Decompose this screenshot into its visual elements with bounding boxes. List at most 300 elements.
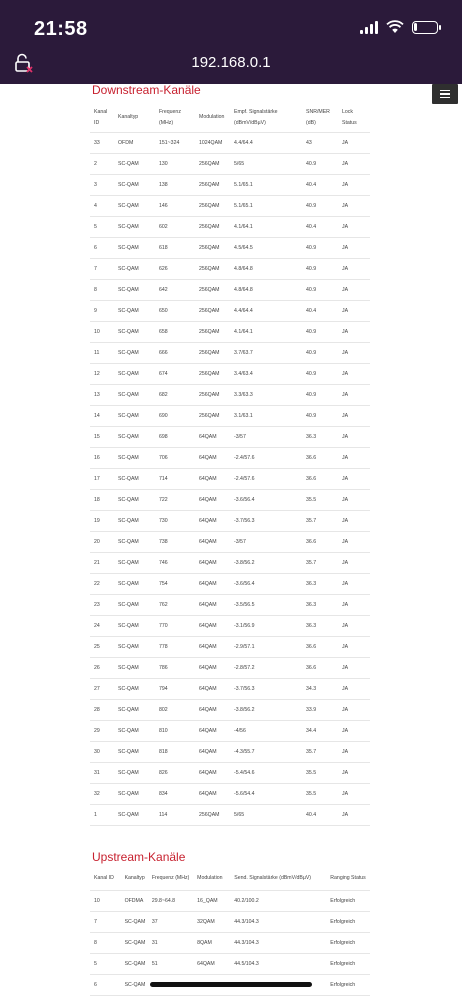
downstream-cell: JA [342,433,349,440]
downstream-cell: 642 [159,286,168,293]
downstream-cell: 40.9 [306,412,317,419]
downstream-cell: 15 [94,433,100,440]
upstream-cell: 8 [94,939,97,946]
downstream-cell: 778 [159,643,168,650]
downstream-cell: JA [342,412,349,419]
upstream-cell: Erfolgreich [330,981,356,988]
header-line: (dB) [306,119,316,126]
downstream-cell: SC-QAM [118,475,139,482]
downstream-cell: 256QAM [199,328,220,335]
upstream-cell: Erfolgreich [330,960,356,967]
downstream-column-header [155,104,195,132]
upstream-table-row [90,932,370,953]
downstream-cell: 810 [159,727,168,734]
status-and-address-bar [0,0,462,84]
downstream-table-row [90,594,370,615]
downstream-cell: 64QAM [199,496,217,503]
downstream-cell: 4 [94,202,97,209]
menu-bar [440,93,450,95]
downstream-cell: 4.5/64.5 [234,244,253,251]
upstream-table-row [90,890,370,911]
downstream-cell: 9 [94,307,97,314]
downstream-table-row [90,447,370,468]
downstream-cell: 256QAM [199,160,220,167]
downstream-cell: SC-QAM [118,349,139,356]
downstream-cell: 36.6 [306,475,317,482]
downstream-cell: 4.1/64.1 [234,223,253,230]
downstream-cell: 256QAM [199,811,220,818]
downstream-cell: 746 [159,559,168,566]
upstream-table-row [90,911,370,932]
downstream-cell: 762 [159,601,168,608]
downstream-cell: JA [342,517,349,524]
downstream-cell: 3.3/63.3 [234,391,253,398]
downstream-cell: 64QAM [199,475,217,482]
header-line: (MHz) [159,119,174,126]
downstream-cell: SC-QAM [118,391,139,398]
downstream-cell: 114 [159,811,168,818]
downstream-cell: 14 [94,412,100,419]
downstream-table-row [90,174,370,195]
downstream-table-row [90,279,370,300]
downstream-cell: 64QAM [199,538,217,545]
downstream-cell: SC-QAM [118,286,139,293]
battery-fill [414,23,417,31]
downstream-cell: JA [342,328,349,335]
upstream-cell: 5 [94,960,97,967]
downstream-cell: 256QAM [199,370,220,377]
upstream-cell: 29.8~64.8 [151,897,176,904]
downstream-cell: JA [342,139,349,146]
downstream-cell: 151~324 [159,139,180,146]
downstream-cell: 35.5 [306,790,317,797]
downstream-cell: SC-QAM [118,202,139,209]
downstream-cell: 146 [159,202,168,209]
downstream-cell: 4.8/64.8 [234,286,253,293]
downstream-cell: -3.6/56.4 [234,580,255,587]
downstream-cell: 40.4 [306,223,317,230]
downstream-cell: 12 [94,370,100,377]
downstream-cell: SC-QAM [118,706,139,713]
downstream-cell: -3.8/56.2 [234,706,255,713]
downstream-cell: 754 [159,580,168,587]
downstream-cell: 29 [94,727,100,734]
upstream-column-header: Kanaltyp [124,874,145,881]
downstream-cell: JA [342,370,349,377]
downstream-cell: SC-QAM [118,454,139,461]
downstream-cell: 64QAM [199,706,217,713]
downstream-cell: 40.9 [306,160,317,167]
downstream-cell: 35.7 [306,559,317,566]
downstream-cell: SC-QAM [118,517,139,524]
downstream-cell: 40.9 [306,328,317,335]
downstream-cell: 1 [94,811,97,818]
header-line: Modulation [199,114,225,121]
downstream-column-header [90,104,114,132]
downstream-cell: SC-QAM [118,244,139,251]
header-line: Status [342,119,357,126]
downstream-cell: 4.8/64.8 [234,265,253,272]
downstream-cell: 40.4 [306,181,317,188]
upstream-cell: 10 [94,897,100,904]
upstream-cell: SC-QAM [124,981,146,988]
upstream-cell: 44.5/104.3 [234,960,259,967]
downstream-cell: 256QAM [199,349,220,356]
downstream-cell: JA [342,748,349,755]
downstream-cell: JA [342,454,349,461]
upstream-cell: 44.3/104.3 [234,939,259,946]
downstream-cell: 650 [159,307,168,314]
downstream-cell: SC-QAM [118,769,139,776]
downstream-cell: SC-QAM [118,181,139,188]
downstream-cell: -5.6/54.4 [234,790,255,797]
downstream-cell: SC-QAM [118,433,139,440]
downstream-cell: 618 [159,244,168,251]
downstream-cell: 40.9 [306,391,317,398]
downstream-cell: -4/56 [234,727,246,734]
downstream-column-header [302,104,338,132]
downstream-column-header [230,104,302,132]
downstream-table-row [90,384,370,405]
upstream-column-header: Ranging Status [330,874,366,881]
downstream-cell: 6 [94,244,97,251]
downstream-cell: 64QAM [199,517,217,524]
downstream-cell: 36.6 [306,643,317,650]
downstream-cell: 36.3 [306,433,317,440]
downstream-cell: 64QAM [199,622,217,629]
downstream-table-row [90,237,370,258]
downstream-cell: 64QAM [199,454,217,461]
downstream-cell: 35.7 [306,517,317,524]
downstream-table-row [90,615,370,636]
downstream-cell: -3.8/56.2 [234,559,255,566]
downstream-cell: 826 [159,769,168,776]
downstream-cell: -5.4/54.6 [234,769,255,776]
downstream-cell: SC-QAM [118,685,139,692]
downstream-cell: SC-QAM [118,538,139,545]
downstream-table-row [90,195,370,216]
downstream-cell: 10 [94,328,100,335]
downstream-cell: 36.3 [306,601,317,608]
header-line: Empf. Signalstärke [234,108,278,115]
downstream-cell: -2.4/57.6 [234,475,255,482]
downstream-cell: 4.4/64.4 [234,139,253,146]
downstream-cell: 35.5 [306,769,317,776]
address-bar-url[interactable]: 192.168.0.1 [191,54,271,71]
downstream-cell: SC-QAM [118,412,139,419]
downstream-cell: SC-QAM [118,748,139,755]
downstream-cell: JA [342,496,349,503]
downstream-cell: 64QAM [199,769,217,776]
downstream-cell: SC-QAM [118,601,139,608]
downstream-table-row [90,489,370,510]
downstream-cell: 626 [159,265,168,272]
downstream-cell: 26 [94,664,100,671]
downstream-cell: -3/57 [234,538,246,545]
downstream-cell: 36.6 [306,454,317,461]
upstream-cell: 40.2/100.2 [234,897,259,904]
downstream-cell: 22 [94,580,100,587]
downstream-table-row [90,426,370,447]
downstream-table-row [90,720,370,741]
downstream-cell: JA [342,811,349,818]
downstream-column-header [114,104,155,132]
downstream-table-row [90,531,370,552]
downstream-cell: JA [342,790,349,797]
downstream-cell: 34.3 [306,685,317,692]
downstream-cell: JA [342,664,349,671]
downstream-cell: 770 [159,622,168,629]
downstream-cell: 36.6 [306,664,317,671]
downstream-cell: 730 [159,517,168,524]
downstream-cell: 40.9 [306,349,317,356]
upstream-cell: 51 [151,960,158,967]
upstream-cell: 37 [151,918,158,925]
downstream-cell: JA [342,286,349,293]
downstream-cell: 40.9 [306,265,317,272]
upstream-cell: Erfolgreich [330,939,356,946]
downstream-cell: JA [342,643,349,650]
downstream-table-row [90,258,370,279]
downstream-table-row [90,132,370,153]
downstream-cell: -3.6/56.4 [234,496,255,503]
downstream-cell: 3.4/63.4 [234,370,253,377]
downstream-cell: 18 [94,496,100,503]
downstream-cell: 256QAM [199,286,220,293]
downstream-cell: 64QAM [199,727,217,734]
downstream-cell: 28 [94,706,100,713]
downstream-cell: -2.4/57.6 [234,454,255,461]
upstream-cell: OFDMA [124,897,144,904]
downstream-cell: SC-QAM [118,370,139,377]
upstream-section-title: Upstream-Kanäle [92,850,186,864]
downstream-cell: 5/65 [234,160,245,167]
upstream-cell: 64QAM [197,960,215,967]
downstream-cell: 256QAM [199,265,220,272]
downstream-cell: JA [342,769,349,776]
downstream-cell: 256QAM [199,244,220,251]
downstream-cell: 3 [94,181,97,188]
downstream-cell: JA [342,580,349,587]
downstream-table-row [90,783,370,804]
downstream-cell: 5.1/65.1 [234,181,253,188]
downstream-cell: -4.3/55.7 [234,748,255,755]
status-icons [360,20,438,34]
downstream-cell: JA [342,706,349,713]
downstream-table-row [90,699,370,720]
upstream-column-header: Kanal ID [94,874,114,881]
downstream-cell: 666 [159,349,168,356]
downstream-cell: 64QAM [199,685,217,692]
downstream-table-row [90,636,370,657]
downstream-cell: 33 [94,139,100,146]
downstream-cell: 674 [159,370,168,377]
downstream-cell: -3.7/56.3 [234,517,255,524]
upstream-column-header: Frequenz (MHz) [151,874,190,881]
downstream-cell: SC-QAM [118,727,139,734]
downstream-cell: 32 [94,790,100,797]
downstream-cell: 21 [94,559,100,566]
header-line: Frequenz [159,108,181,115]
upstream-cell: Erfolgreich [330,918,356,925]
upstream-cell: 16_QAM [197,897,218,904]
downstream-cell: 64QAM [199,559,217,566]
header-line: Lock [342,108,353,115]
downstream-cell: SC-QAM [118,811,139,818]
page-content [0,84,462,998]
downstream-cell: 256QAM [199,412,220,419]
menu-bar [440,90,450,92]
upstream-table-row [90,953,370,974]
downstream-table-row [90,216,370,237]
downstream-cell: 64QAM [199,748,217,755]
downstream-cell: 722 [159,496,168,503]
downstream-cell: 43 [306,139,312,146]
downstream-cell: SC-QAM [118,223,139,230]
downstream-table-row [90,405,370,426]
downstream-cell: 4.4/64.4 [234,307,253,314]
downstream-cell: 802 [159,706,168,713]
downstream-cell: SC-QAM [118,790,139,797]
downstream-cell: 706 [159,454,168,461]
downstream-cell: 11 [94,349,100,356]
upstream-cell: Erfolgreich [330,897,356,904]
downstream-cell: 256QAM [199,181,220,188]
downstream-cell: 36.6 [306,538,317,545]
downstream-cell: 3.7/63.7 [234,349,253,356]
downstream-cell: 738 [159,538,168,545]
downstream-cell: 130 [159,160,168,167]
cellular-signal-icon [360,20,378,34]
downstream-cell: JA [342,349,349,356]
downstream-cell: JA [342,622,349,629]
downstream-cell: JA [342,307,349,314]
downstream-column-header [338,104,370,132]
downstream-cell: -3.7/56.3 [234,685,255,692]
upstream-cell: 8QAM [197,939,212,946]
downstream-cell: 20 [94,538,100,545]
downstream-cell: SC-QAM [118,622,139,629]
downstream-cell: 40.9 [306,244,317,251]
upstream-column-header: Send. Signalstärke (dBmV/dBµV) [234,874,312,881]
downstream-cell: 5/65 [234,811,245,818]
downstream-cell: JA [342,475,349,482]
downstream-cell: 786 [159,664,168,671]
downstream-table-row [90,510,370,531]
downstream-cell: 4.1/64.1 [234,328,253,335]
downstream-cell: 256QAM [199,391,220,398]
downstream-cell: 24 [94,622,100,629]
downstream-cell: 7 [94,265,97,272]
downstream-cell: JA [342,538,349,545]
downstream-cell: 256QAM [199,307,220,314]
downstream-cell: 138 [159,181,168,188]
downstream-cell: 690 [159,412,168,419]
upstream-cell: 44.3/104.3 [234,918,259,925]
downstream-section-title: Downstream-Kanäle [92,84,201,97]
downstream-cell: -3.5/56.5 [234,601,255,608]
upstream-header-row [90,866,370,890]
downstream-cell: 714 [159,475,168,482]
downstream-table-row [90,573,370,594]
downstream-table-row [90,552,370,573]
downstream-cell: -3/57 [234,433,246,440]
downstream-cell: 64QAM [199,580,217,587]
downstream-column-header [195,104,230,132]
upstream-cell: 7 [94,918,97,925]
downstream-cell: 834 [159,790,168,797]
downstream-cell: SC-QAM [118,643,139,650]
downstream-cell: 27 [94,685,100,692]
downstream-cell: 658 [159,328,168,335]
downstream-cell: -3.1/56.9 [234,622,255,629]
downstream-cell: 31 [94,769,100,776]
status-time: 21:58 [34,18,88,40]
downstream-cell: 19 [94,517,100,524]
downstream-cell: SC-QAM [118,160,139,167]
downstream-cell: 36.3 [306,580,317,587]
upstream-table [90,866,370,996]
downstream-cell: JA [342,601,349,608]
downstream-table [90,104,370,826]
downstream-cell: 64QAM [199,433,217,440]
downstream-cell: 8 [94,286,97,293]
downstream-cell: 33.9 [306,706,317,713]
hamburger-menu-button[interactable] [432,84,458,104]
downstream-table-row [90,363,370,384]
downstream-table-row [90,762,370,783]
downstream-table-row [90,804,370,825]
downstream-cell: 40.9 [306,286,317,293]
downstream-cell: 36.3 [306,622,317,629]
menu-bar [440,97,450,99]
downstream-cell: 256QAM [199,202,220,209]
downstream-table-row [90,741,370,762]
downstream-table-row [90,678,370,699]
header-line: Kanal [94,108,108,115]
downstream-cell: 34.4 [306,727,317,734]
downstream-cell: 40.9 [306,202,317,209]
downstream-cell: SC-QAM [118,580,139,587]
downstream-cell: 17 [94,475,100,482]
downstream-cell: SC-QAM [118,496,139,503]
upstream-cell: SC-QAM [124,960,146,967]
downstream-cell: JA [342,559,349,566]
home-indicator[interactable] [150,982,312,987]
downstream-cell: 818 [159,748,168,755]
upstream-cell: 31 [151,939,158,946]
downstream-cell: 698 [159,433,168,440]
downstream-cell: JA [342,685,349,692]
downstream-cell: JA [342,160,349,167]
downstream-cell: 16 [94,454,100,461]
wifi-icon [386,20,404,34]
downstream-cell: SC-QAM [118,265,139,272]
downstream-cell: JA [342,223,349,230]
downstream-cell: 13 [94,391,100,398]
downstream-cell: 2 [94,160,97,167]
downstream-cell: 3.1/63.1 [234,412,253,419]
downstream-header-row [90,104,370,132]
downstream-cell: 25 [94,643,100,650]
downstream-cell: 40.4 [306,811,317,818]
downstream-cell: JA [342,727,349,734]
downstream-cell: JA [342,181,349,188]
downstream-cell: 256QAM [199,223,220,230]
downstream-cell: 1024QAM [199,139,223,146]
downstream-cell: 5 [94,223,97,230]
downstream-cell: 682 [159,391,168,398]
